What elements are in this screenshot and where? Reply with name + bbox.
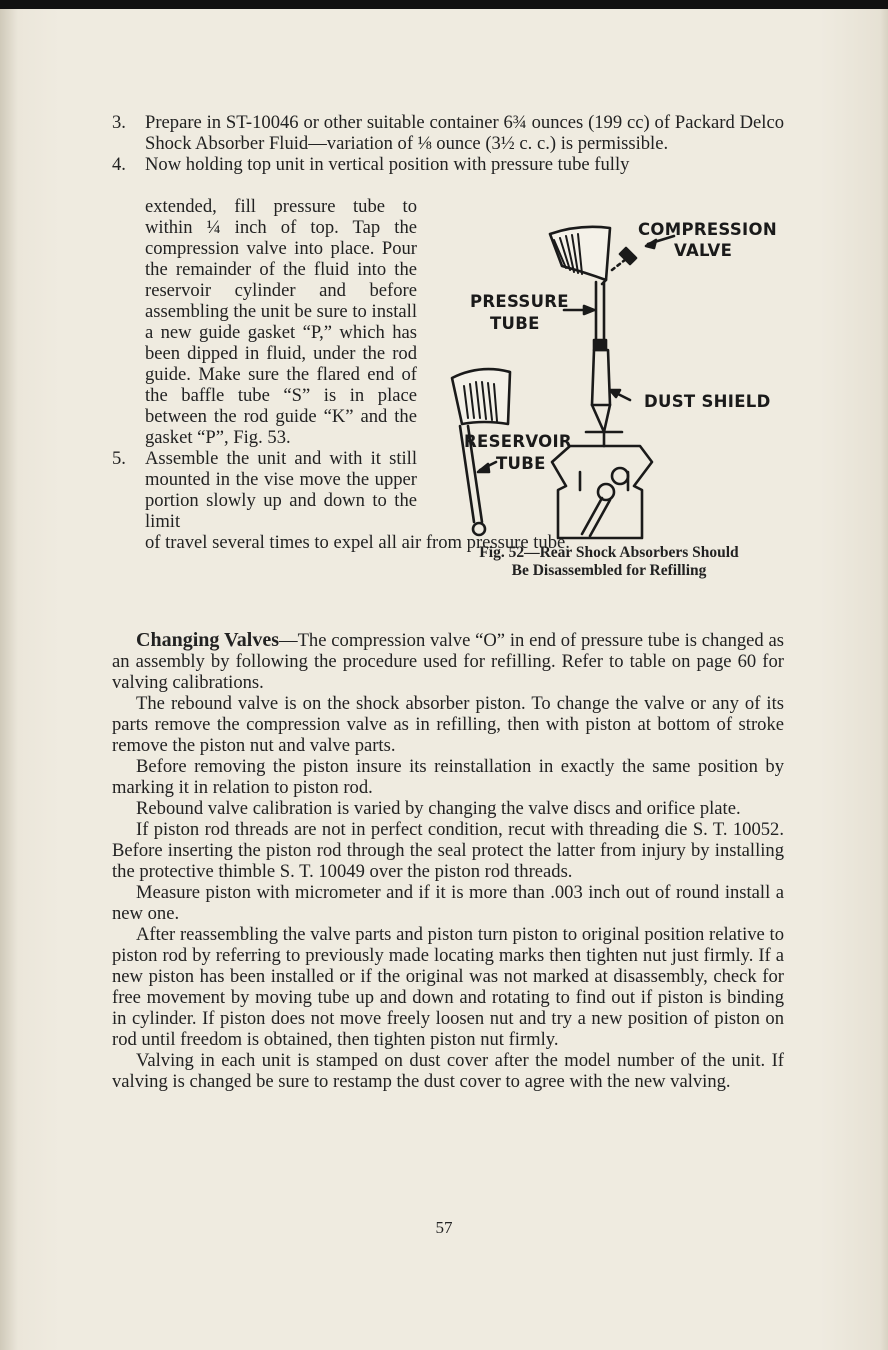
caption-line-1: Fig. 52—Rear Shock Absorbers Should [479, 544, 739, 561]
step-4-first-line [112, 154, 784, 175]
step-5-number: 5. [112, 448, 126, 469]
section-paragraph-3: Before removing the piston insure its reinstallation in exactly the same position by marking it in relation to piston rod. [112, 756, 784, 798]
step-4-number: 4. [112, 154, 126, 175]
scan-top-edge [0, 0, 888, 9]
section-paragraph-2: The rebound valve is on the shock absorber piston. To change the valve or any of its parts remove the compression valve as in refilling, then with piston at bottom of stroke remove the piston nut and valve parts. [112, 693, 784, 756]
section-paragraph-8: Valving in each unit is stamped on dust cover after the model number of the unit. If valving is changed be sure to restamp the dust cover to agree with the new valving. [112, 1050, 784, 1092]
step-3-text: Prepare in ST-10046 or other suitable container 6¾ ounces (199 cc) of Packard Delco Shock Absorber Fluid—variation of ⅛ ounce (3½ c. c.) is permissible. [145, 112, 784, 154]
label-compression: COMPRESSION [638, 220, 777, 239]
label-reservoir-tube: TUBE [496, 454, 546, 473]
step-5-last-line: of travel several times to expel all air from pressure tube. [145, 532, 570, 553]
step-4-rest: extended, fill pressure tube to within ¼ inch of top. Tap the compression valve into place. Pour the remainder of the fluid into the reservoir cylinder and before assembling the unit be sure to install a new guide gasket “P,” which has been dipped in fluid, under the rod guide. Make sure the flared end of the baffle tube “S” is in place between the rod guide “K” and the gasket “P”, Fig. 53. [145, 196, 417, 448]
figure-caption [434, 544, 784, 580]
label-pressure-tube: TUBE [490, 314, 540, 333]
section-paragraph-6: Measure piston with micrometer and if it is more than .003 inch out of round install a new one. [112, 882, 784, 924]
label-pressure: PRESSURE [470, 292, 569, 311]
section-p1-text: —The compression valve “O” in end of pressure tube is changed as an assembly by following the procedure used for refilling. Refer to table on page 60 for valving calibrations. [112, 630, 784, 693]
step-5-wrapped: Assemble the unit and with it still mounted in the vise move the upper portion slowly up and down to the limit [145, 448, 417, 532]
section-paragraph-4: Rebound valve calibration is varied by changing the valve discs and orifice plate. [136, 798, 741, 819]
caption-line-2: Be Disassembled for Refilling [511, 562, 707, 579]
label-dust-shield: DUST SHIELD [644, 392, 771, 411]
figure-52 [434, 200, 784, 585]
section-heading: Changing Valves [136, 629, 279, 651]
section-paragraph-1 [112, 630, 784, 693]
step-list-top [112, 112, 784, 175]
section-paragraph-7: After reassembling the valve parts and piston turn piston to original position relative to piston rod by referring to previously made locating marks then tighten nut just firmly. If a new piston has been installed or if the original was not marked at disassembly, check for free movement by moving tube up and down and rotating to find out if piston is binding in cylinder. If piston does not move freely loosen nut and try a new position of piston on rod until freedom is obtained, then tighten piston nut firmly. [112, 924, 784, 1050]
page-number: 57 [435, 1218, 453, 1237]
step-3-number: 3. [112, 112, 126, 133]
step-3 [112, 112, 784, 154]
changing-valves-section [112, 630, 784, 1092]
label-reservoir: RESERVOIR [464, 432, 572, 451]
section-paragraph-5: If piston rod threads are not in perfect condition, recut with threading die S. T. 10052. Before inserting the piston rod through the seal protect the latter from injury by installing the protective thimble S. T. 10049 over the piston rod threads. [112, 819, 784, 882]
step-4-line1: Now holding top unit in vertical position with pressure tube fully [145, 154, 630, 175]
label-valve: VALVE [674, 241, 733, 260]
